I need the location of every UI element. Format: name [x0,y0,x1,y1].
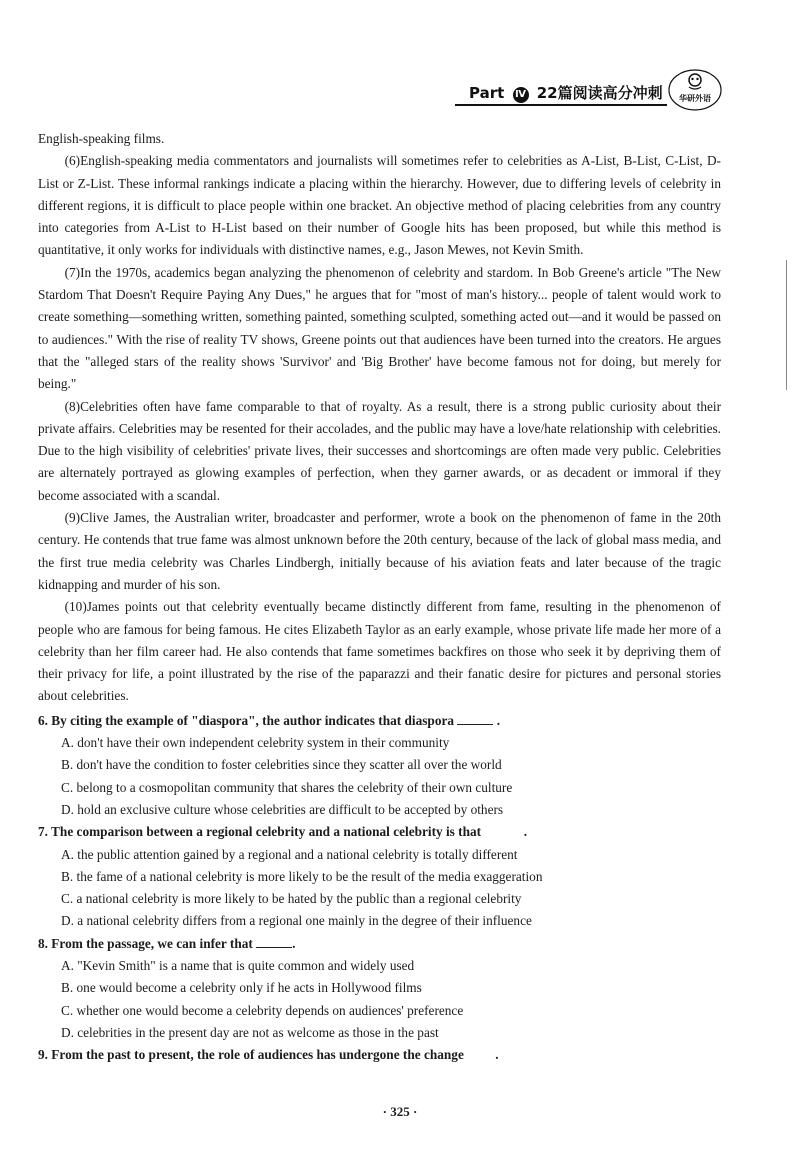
question-end: . [292,935,296,951]
option-a: A. don't have their own independent celebrity system in their community [61,735,450,751]
paragraph-8: (8)Celebrities often have fame comparable to that of royalty. As a result, there is a strong public curiosity about their private affairs. Celebrities may be resented for their accolades, and the public may have a love/hate relationship with celebrities. Due to the high visibility of celebrities' private lives, their successes and shortcomings are often made very public. Celebrities are alternately portrayed as glowing examples of perfection, when they garner awards, or as decadent or immoral if they become associated with a scandal. [38,398,721,503]
option-a: A. "Kevin Smith" is a name that is quite common and widely used [61,957,415,973]
question-stem: 6. By citing the example of "diaspora", the author indicates that diaspora [38,712,455,728]
logo-badge-icon [667,66,723,112]
question-end: . [496,712,501,728]
option-c: C. a national celebrity is more likely to be hated by the public than a regional celebrity [61,891,522,907]
logo-text: 华研外语 [679,94,711,103]
option-b: B. one would become a celebrity only if he acts in Hollywood films [61,980,422,996]
option-c: C. whether one would become a celebrity depends on audiences' preference [61,1002,464,1018]
part-number-badge: Ⅳ [513,87,529,103]
section-title: 22篇阅读高分冲刺 [536,84,663,102]
question-end: . [495,1047,499,1063]
option-c: C. belong to a cosmopolitan community that shares the celebrity of their own culture [61,779,513,795]
paragraph-continuation: English-speaking films. [38,131,165,146]
margin-mark [786,260,787,390]
paragraph-6: (6)English-speaking media commentators and journalists will sometimes refer to celebrities as A-List, B-List, C-List, D-List or Z-List. These informal rankings indicate a placing within the hierarchy. However, due to differing levels of celebrity in different regions, it is difficult to place people within one bracket. An objective method of placing celebrities from any country into categories from A-List to H-List based on their number of Google hits has been proposed, but while this method is quantitative, it only works for individuals with distinctive names, e.g., Jason Mewes, not Kevin Smith. [38,153,721,258]
option-d: D. hold an exclusive culture whose celebrities are difficult to be accepted by others [61,801,504,817]
paragraph-10: (10)James points out that celebrity eventually became distinctly different from fame, resulting in the phenomenon of people who are famous for being famous. He cites Elizabeth Taylor as an early example, whose private life made her more of a celebrity than her film career had. He also contends that fame sometimes backfires on those who seek it by depriving them of their privacy for life, a point illustrated by the rise of the paparazzi and their fanatic desire for pictures and personal stories about celebrities. [38,599,721,704]
answer-blank [256,935,292,948]
option-b: B. don't have the condition to foster celebrities since they scatter all over the world [61,757,502,773]
answer-blank [484,823,520,836]
option-d: D. a national celebrity differs from a regional one mainly in the degree of their influence [61,913,532,929]
question-stem: 7. The comparison between a regional celebrity and a national celebrity is that [38,824,482,840]
question-6 [38,710,721,821]
question-9 [38,1044,721,1066]
question-stem: 9. From the past to present, the role of audiences has undergone the change [38,1047,464,1063]
option-a: A. the public attention gained by a regional and a national celebrity is totally different [61,846,518,862]
part-label: Part [469,84,505,102]
running-header [455,66,735,118]
header-title [469,82,663,103]
answer-blank [457,712,493,725]
option-b: B. the fame of a national celebrity is more likely to be the result of the media exaggeration [61,868,543,884]
page-body [38,128,721,1066]
answer-blank [467,1046,495,1059]
question-8 [38,933,721,1044]
page-number: · 325 · [382,1104,418,1119]
paragraph-9: (9)Clive James, the Australian writer, broadcaster and performer, wrote a book on the phenomenon of fame in the 20th century. He contends that true fame was almost unknown before the 20th century, because of the lack of global mass media, and the first true media celebrity was Charles Lindbergh, initially because of his aviation feats and later because of the tragic kidnapping and murder of his son. [38,510,721,592]
question-end: . [523,824,528,840]
header-rule [455,104,667,106]
question-7 [38,821,721,932]
question-stem: 8. From the passage, we can infer that [38,935,253,951]
paragraph-7: (7)In the 1970s, academics began analyzing the phenomenon of celebrity and stardom. In Bob Greene's article "The New Stardom That Doesn't Require Paying Any Dues," he argues that for "most of man's history... people of talent would work to create something—something written, something painted, something sculpted, something acted out—and it would be passed on to audiences." With the rise of reality TV shows, Greene points out that audiences have been turned into the creators. He argues that the "alleged stars of the reality shows 'Survivor' and 'Big Brother' have become famous not for doing, but merely for being." [38,264,721,392]
option-d: D. celebrities in the present day are not as welcome as those in the past [61,1024,439,1040]
publisher-logo [667,66,723,112]
